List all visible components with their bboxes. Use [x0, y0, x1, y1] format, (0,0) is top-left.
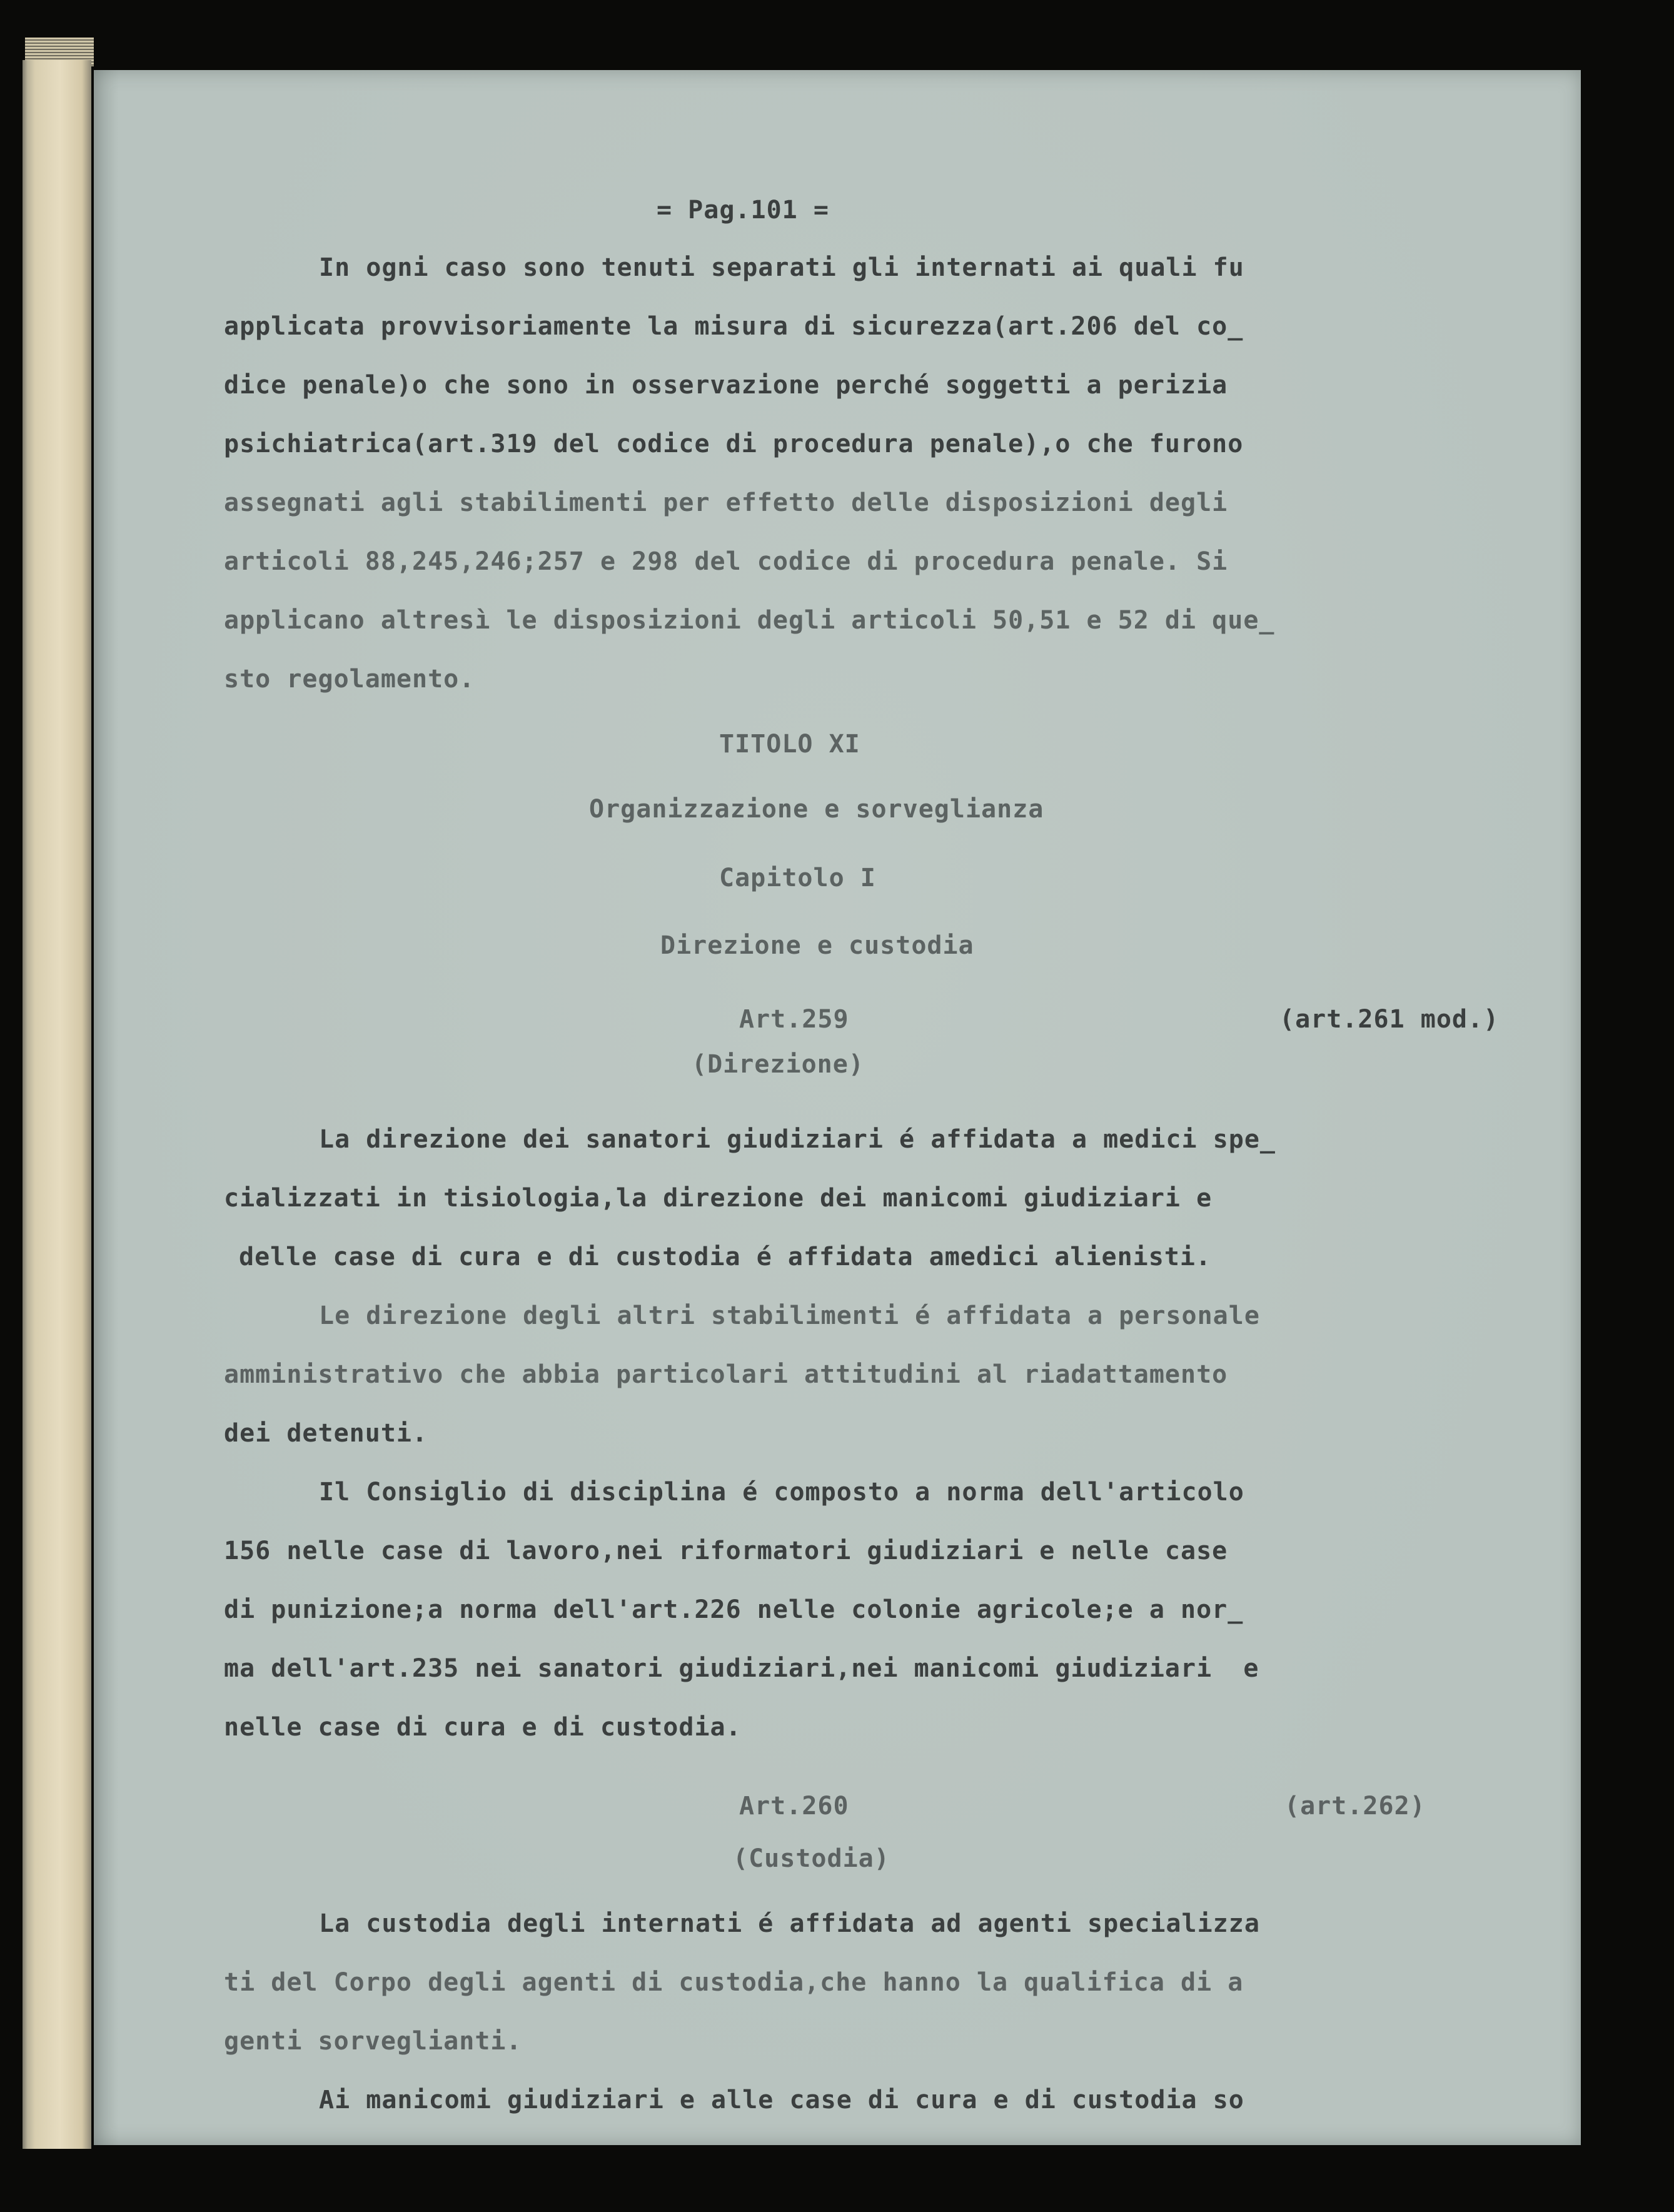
titolo-subtitle: Organizzazione e sorveglianza: [589, 795, 1044, 824]
capitolo-heading: Capitolo I: [719, 864, 876, 892]
article-260-heading: (Custodia): [733, 1844, 890, 1873]
page-number: = Pag.101 =: [657, 196, 829, 225]
article-259-p2-line-3: dei detenuti.: [224, 1419, 428, 1448]
article-259-reference: (art.261 mod.): [1279, 1005, 1500, 1034]
article-260-reference: (art.262): [1284, 1792, 1426, 1821]
paragraph-1-line-4: psichiatrica(art.319 del codice di procedura penale),o che furono: [224, 430, 1244, 458]
paragraph-1-line-8: sto regolamento.: [224, 665, 475, 694]
paragraph-1-line-7: applicano altresì le disposizioni degli articoli 50,51 e 52 di que_: [224, 606, 1275, 635]
paragraph-1-line-3: dice penale)o che sono in osservazione perché soggetti a perizia: [224, 371, 1228, 400]
article-259-p2-line-1: Le direzione degli altri stabilimenti é affidata a personale: [319, 1301, 1260, 1330]
article-260-p2-line-1: Ai manicomi giudiziari e alle case di cura e di custodia so: [319, 2086, 1244, 2114]
article-259-p3-line-4: ma dell'art.235 nei sanatori giudiziari,nei manicomi giudiziari e: [224, 1654, 1259, 1683]
article-259-p3-line-2: 156 nelle case di lavoro,nei riformatori giudiziari e nelle case: [224, 1537, 1228, 1565]
article-260-p1-line-1: La custodia degli internati é affidata ad agenti specializza: [319, 1909, 1260, 1938]
page-stack-edge: [23, 60, 91, 2149]
document-page: [94, 70, 1581, 2145]
article-259-p3-line-5: nelle case di cura e di custodia.: [224, 1713, 742, 1742]
titolo-heading: TITOLO XI: [719, 730, 860, 759]
article-260-number: Art.260: [739, 1792, 849, 1821]
paragraph-1-line-6: articoli 88,245,246;257 e 298 del codice di procedura penale. Si: [224, 547, 1228, 576]
typewritten-text: [94, 70, 1581, 2145]
paragraph-1-line-1: In ogni caso sono tenuti separati gli internati ai quali fu: [319, 253, 1244, 282]
article-259-p2-line-2: amministrativo che abbia particolari attitudini al riadattamento: [224, 1360, 1228, 1389]
paragraph-1-line-2: applicata provvisoriamente la misura di sicurezza(art.206 del co_: [224, 312, 1244, 341]
article-259-p1-line-1: La direzione dei sanatori giudiziari é affidata a medici spe_: [319, 1125, 1276, 1154]
article-259-p1-line-3: delle case di cura e di custodia é affidata amedici alienisti.: [239, 1243, 1212, 1271]
article-260-p1-line-2: ti del Corpo degli agenti di custodia,che hanno la qualifica di a: [224, 1968, 1244, 1997]
article-259-number: Art.259: [739, 1005, 849, 1034]
capitolo-subtitle: Direzione e custodia: [660, 931, 974, 960]
article-259-p3-line-3: di punizione;a norma dell'art.226 nelle colonie agricole;e a nor_: [224, 1595, 1244, 1624]
article-260-p1-line-3: genti sorveglianti.: [224, 2027, 522, 2056]
article-259-p1-line-2: cializzati in tisiologia,la direzione dei manicomi giudiziari e: [224, 1184, 1213, 1213]
article-259-p3-line-1: Il Consiglio di disciplina é composto a norma dell'articolo: [319, 1478, 1244, 1507]
paragraph-1-line-5: assegnati agli stabilimenti per effetto delle disposizioni degli: [224, 488, 1228, 517]
article-259-heading: (Direzione): [692, 1050, 864, 1079]
